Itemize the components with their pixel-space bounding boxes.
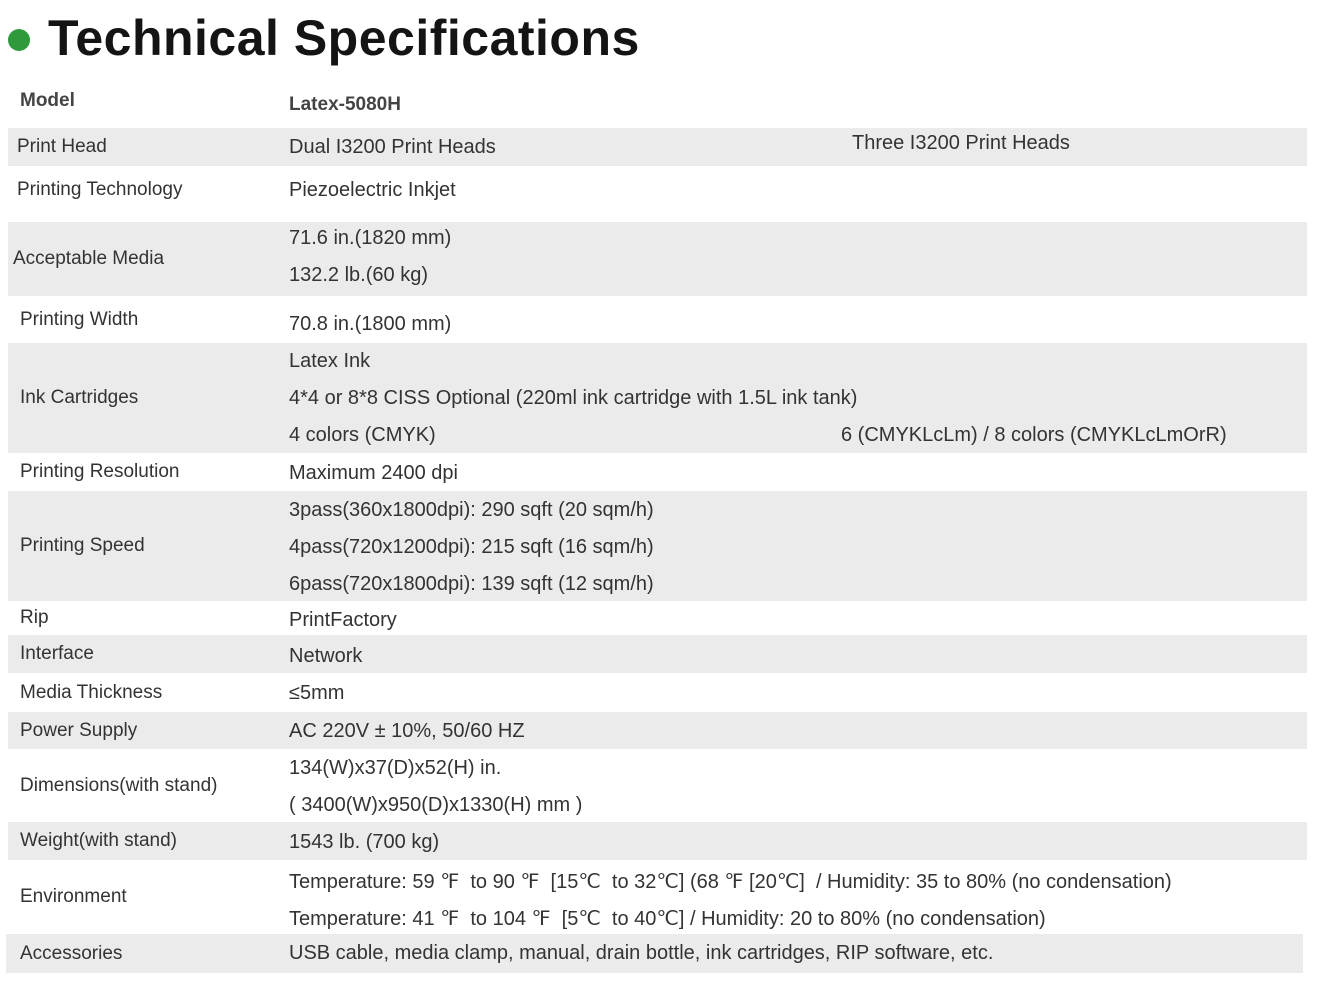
spec-value: 134(W)x37(D)x52(H) in.: [289, 757, 502, 779]
spec-row-printing-width: [8, 296, 1307, 343]
spec-value: 6pass(720x1800dpi): 139 sqft (12 sqm/h): [289, 573, 654, 595]
spec-value: 4 colors (CMYK): [289, 424, 436, 446]
spec-row-model: [8, 80, 1307, 128]
spec-row-interface: [8, 635, 1307, 673]
spec-label: Accessories: [20, 942, 123, 964]
spec-label: Ink Cartridges: [20, 387, 139, 408]
spec-row-print-head: [8, 128, 1307, 166]
spec-label: Model: [20, 90, 75, 111]
spec-label: Printing Resolution: [20, 461, 180, 482]
spec-value: 132.2 lb.(60 kg): [289, 264, 428, 286]
spec-label: Dimensions(with stand): [20, 774, 218, 796]
spec-value: Latex-5080H: [289, 94, 401, 115]
spec-value: Temperature: 59 ℉ to 90 ℉ [15℃ to 32℃] (68 ℉ [20℃] / Humidity: 35 to 80% (no condensation): [289, 871, 1172, 893]
spec-value: ( 3400(W)x950(D)x1330(H) mm ): [289, 794, 583, 816]
spec-value: 71.6 in.(1820 mm): [289, 227, 452, 249]
spec-value: ≤5mm: [289, 682, 345, 704]
title-block: [8, 8, 640, 68]
spec-label: Interface: [20, 643, 94, 664]
spec-label: Media Thickness: [20, 681, 163, 703]
spec-value: Maximum 2400 dpi: [289, 462, 458, 484]
spec-row-acceptable-media: [8, 222, 1307, 296]
spec-value: Dual I3200 Print Heads: [289, 136, 496, 158]
spec-value: 4*4 or 8*8 CISS Optional (220ml ink cartridge with 1.5L ink tank): [289, 387, 858, 409]
spec-value: Temperature: 41 ℉ to 104 ℉ [5℃ to 40℃] / Humidity: 20 to 80% (no condensation): [289, 908, 1046, 930]
spec-label: Printing Speed: [20, 535, 145, 556]
spec-label: Environment: [20, 886, 127, 907]
spec-value-alt: 6 (CMYKLcLm) / 8 colors (CMYKLcLmOrR): [841, 424, 1227, 446]
spec-value: Latex Ink: [289, 350, 371, 372]
spec-row-accessories: [6, 934, 1303, 973]
spec-value: 1543 lb. (700 kg): [289, 831, 440, 853]
green-bullet-icon: [8, 29, 30, 51]
spec-row-printing-technology: [8, 166, 1307, 222]
page-title: Technical Specifications: [48, 10, 640, 66]
spec-row-dimensions: [8, 749, 1307, 822]
spec-value: 4pass(720x1200dpi): 215 sqft (16 sqm/h): [289, 536, 654, 558]
spec-value: AC 220V ± 10%, 50/60 HZ: [289, 720, 525, 742]
spec-value-alt: Three I3200 Print Heads: [852, 132, 1070, 154]
spec-label: Printing Width: [20, 308, 139, 330]
spec-value: 3pass(360x1800dpi): 290 sqft (20 sqm/h): [289, 499, 654, 521]
spec-label: Weight(with stand): [20, 830, 177, 851]
spec-value: Piezoelectric Inkjet: [289, 179, 456, 201]
spec-table: [8, 80, 1307, 973]
spec-row-media-thickness: [8, 673, 1307, 712]
spec-value: 70.8 in.(1800 mm): [289, 313, 452, 335]
spec-label: Print Head: [17, 136, 107, 157]
spec-row-ink-cartridges: [8, 343, 1307, 453]
spec-label: Rip: [20, 607, 49, 628]
spec-value: PrintFactory: [289, 609, 397, 631]
spec-label: Acceptable Media: [13, 248, 165, 269]
spec-row-printing-resolution: [8, 453, 1307, 491]
spec-label: Power Supply: [20, 719, 138, 741]
spec-row-printing-speed: [8, 491, 1307, 601]
spec-row-environment: [8, 860, 1307, 934]
spec-value: USB cable, media clamp, manual, drain bottle, ink cartridges, RIP software, etc.: [289, 942, 994, 964]
spec-row-rip: [8, 601, 1307, 635]
spec-row-power-supply: [8, 712, 1307, 749]
spec-value: Network: [289, 645, 363, 667]
spec-row-weight: [8, 822, 1307, 860]
spec-label: Printing Technology: [17, 179, 183, 200]
